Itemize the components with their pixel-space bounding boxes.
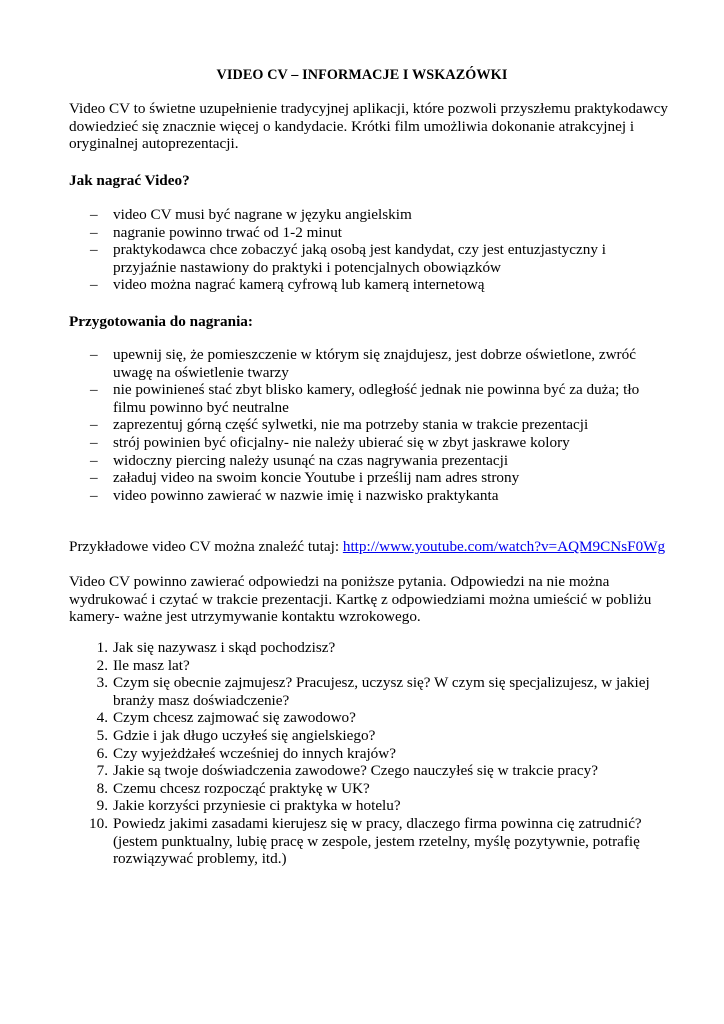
- list-number: 7.: [96, 762, 108, 780]
- questions-intro-paragraph: Video CV powinno zawierać odpowiedzi na poniższe pytania. Odpowiedzi na nie można wydrukować i czytać w trakcie prezentacji. Kartkę z odpowiedziami można umieścić w pobliżu kamery- ważne jest utrzymywanie kontaktu wzrokowego.: [69, 573, 652, 626]
- list-item: – zaprezentuj górną część sylwetki, nie ma potrzeby stania w trakcie prezentacji: [90, 416, 589, 434]
- document-title: VIDEO CV – INFORMACJE I WSKAZÓWKI: [216, 67, 508, 83]
- list-item: 6. Czy wyjeżdżałeś wcześniej do innych krajów?: [0, 745, 665, 763]
- list-number: 10.: [89, 814, 108, 832]
- dash-bullet-icon: –: [90, 206, 98, 223]
- list-item: – strój powinien być oficjalny- nie należy ubierać się w zbyt jaskrawe kolory: [90, 433, 570, 451]
- list-item: 8. Czemu chcesz rozpocząć praktykę w UK?: [0, 780, 665, 798]
- example-video-link[interactable]: http://www.youtube.com/watch?v=AQM9CNsF0Wg: [342, 538, 666, 555]
- dash-bullet-icon: –: [90, 416, 98, 434]
- list-number: 4.: [96, 709, 108, 727]
- list-item: – nie powinieneś stać zbyt blisko kamery, odległość jednak nie powinna być za duża; tło filmu powinno być neutralne: [90, 381, 640, 416]
- list-item: – widoczny piercing należy usunąć na czas nagrywania prezentacji: [90, 451, 509, 469]
- list-number: 2.: [96, 656, 108, 674]
- list-item: 4. Czym chcesz zajmować się zawodowo?: [0, 709, 665, 727]
- list-number: 9.: [96, 797, 108, 815]
- list-item: – upewnij się, że pomieszczenie w którym się znajdujesz, jest dobrze oświetlone, zwróć uwagę na oświetlenie twarzy: [90, 346, 636, 381]
- dash-bullet-icon: –: [90, 223, 98, 241]
- list-number: 6.: [96, 744, 108, 762]
- example-paragraph: [69, 538, 669, 556]
- dash-bullet-icon: –: [90, 346, 98, 363]
- list-item: 10. Powiedz jakimi zasadami kierujesz się w pracy, dlaczego firma powinna cię zatrudnić? (jestem punktualny, lubię pracę w zespole, jestem rzetelny, myślę pozytywnie, potrafię rozwiązywać problemy, itd.): [0, 815, 665, 868]
- questions-list: [0, 639, 665, 868]
- list-item: – video powinno zawierać w nazwie imię i nazwisko praktykanta: [90, 486, 499, 504]
- list-item: 7. Jakie są twoje doświadczenia zawodowe? Czego nauczyłeś się w trakcie pracy?: [0, 762, 665, 780]
- list-item: 1. Jak się nazywasz i skąd pochodzisz?: [0, 639, 665, 657]
- list-number: 3.: [96, 674, 108, 692]
- dash-bullet-icon: –: [90, 381, 98, 399]
- dash-bullet-icon: –: [90, 451, 98, 469]
- list-item: – video CV musi być nagrane w języku angielskim: [90, 206, 412, 223]
- list-item: – załaduj video na swoim koncie Youtube i prześlij nam adres strony: [90, 469, 520, 487]
- list-number: 1.: [96, 639, 108, 656]
- section-heading-recording: Jak nagrać Video?: [69, 172, 190, 189]
- list-item: – video można nagrać kamerą cyfrową lub kamerą internetową: [90, 276, 485, 294]
- recording-tips-list: [0, 206, 665, 294]
- section-heading-preparation: Przygotowania do nagrania:: [69, 313, 253, 330]
- dash-bullet-icon: –: [90, 276, 98, 294]
- list-item: 9. Jakie korzyści przyniesie ci praktyka w hotelu?: [0, 797, 665, 815]
- dash-bullet-icon: –: [90, 469, 98, 487]
- list-item: – nagranie powinno trwać od 1-2 minut: [90, 223, 343, 241]
- dash-bullet-icon: –: [90, 241, 98, 259]
- list-item: 2. Ile masz lat?: [0, 657, 665, 675]
- list-item: – praktykodawca chce zobaczyć jaką osobą jest kandydat, czy jest entuzjastyczny i przyjaźnie nastawiony do praktyki i potencjalnych obowiązków: [90, 241, 606, 276]
- dash-bullet-icon: –: [90, 433, 98, 451]
- intro-paragraph: Video CV to świetne uzupełnienie tradycyjnej aplikacji, które pozwoli przyszłemu praktykodawcy dowiedzieć się znacznie więcej o kandydacie. Krótki film umożliwia dokonanie atrakcyjnej i oryginalnej autoprezentacji.: [69, 100, 668, 153]
- list-item: 5. Gdzie i jak długo uczyłeś się angielskiego?: [0, 727, 665, 745]
- dash-bullet-icon: –: [90, 486, 98, 504]
- list-number: 5.: [96, 726, 108, 744]
- list-number: 8.: [96, 779, 108, 797]
- example-text: Przykładowe video CV można znaleźć tutaj:: [69, 538, 343, 555]
- list-item: 3. Czym się obecnie zajmujesz? Pracujesz, uczysz się? W czym się specjalizujesz, w jakiej branży masz doświadczenie?: [0, 674, 665, 709]
- preparation-tips-list: [0, 346, 665, 504]
